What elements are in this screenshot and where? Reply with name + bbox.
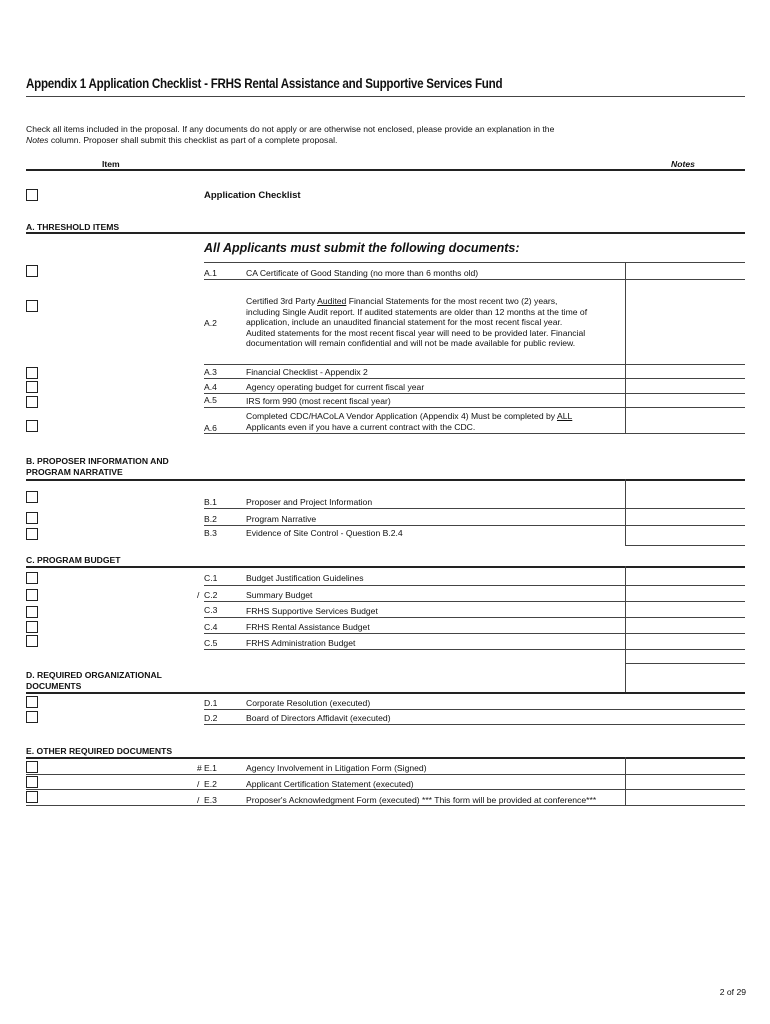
- instructions-line-2: [26, 135, 626, 146]
- item-code: B.3: [204, 528, 217, 538]
- notes-column-divider: [625, 479, 626, 545]
- instructions: [26, 124, 626, 146]
- instructions-line-2-text: column. Proposer shall submit this checklist as part of a complete proposal.: [48, 135, 338, 145]
- section-d-line-2: DOCUMENTS: [26, 681, 82, 691]
- description-line: documentation will remain confidential and will not be made available for public review.: [246, 338, 576, 349]
- item-description: Summary Budget: [246, 590, 313, 600]
- annotation-mark: /: [197, 795, 200, 805]
- annotation-mark: /: [197, 590, 200, 600]
- checkbox-a3[interactable]: [26, 367, 38, 379]
- rule: [204, 617, 745, 618]
- notes-column-divider: [625, 566, 626, 692]
- rule: [26, 805, 745, 806]
- item-code: E.3: [204, 795, 217, 805]
- description-text: Financial Statements for the most recent two (2) years,: [346, 296, 558, 306]
- checkbox-a5[interactable]: [26, 396, 38, 408]
- checkbox-b1[interactable]: [26, 491, 38, 503]
- section-d-line-1: D. REQUIRED ORGANIZATIONAL: [26, 670, 162, 680]
- item-description: [246, 411, 572, 432]
- rule: [204, 709, 745, 710]
- checkbox-a2[interactable]: [26, 300, 38, 312]
- item-code: D.2: [204, 713, 218, 723]
- checkbox-c2[interactable]: [26, 589, 38, 601]
- rule: [204, 633, 745, 634]
- checkbox-c4[interactable]: [26, 621, 38, 633]
- checkbox-c1[interactable]: [26, 572, 38, 584]
- checkbox-e3[interactable]: [26, 791, 38, 803]
- rule: [204, 364, 745, 365]
- item-code: A.5: [204, 395, 217, 405]
- checkbox-a1[interactable]: [26, 265, 38, 277]
- checkbox-d1[interactable]: [26, 696, 38, 708]
- item-code: A.6: [204, 423, 217, 433]
- section-b-line-1: B. PROPOSER INFORMATION AND: [26, 456, 169, 466]
- checkbox-e2[interactable]: [26, 776, 38, 788]
- item-description: Corporate Resolution (executed): [246, 698, 371, 708]
- item-description: Board of Directors Affidavit (executed): [246, 713, 391, 723]
- checkbox-e1[interactable]: [26, 761, 38, 773]
- annotation-mark: #: [197, 763, 202, 773]
- rule: [625, 545, 745, 546]
- item-description: Agency Involvement in Litigation Form (Signed): [246, 763, 427, 773]
- item-description: Agency operating budget for current fiscal year: [246, 382, 425, 392]
- checkbox-b2[interactable]: [26, 512, 38, 524]
- description-line: application, include an unaudited financial statement for the most recent fiscal year.: [246, 317, 563, 328]
- description-line: Applicants even if you have a current contract with the CDC.: [246, 421, 476, 432]
- item-code: E.2: [204, 779, 217, 789]
- item-code: E.1: [204, 763, 217, 773]
- annotation-mark: /: [197, 779, 200, 789]
- checkbox-d2[interactable]: [26, 711, 38, 723]
- section-b-line-2: PROGRAM NARRATIVE: [26, 467, 123, 477]
- section-d-heading: [26, 670, 162, 692]
- section-c-heading: C. PROGRAM BUDGET: [26, 555, 121, 565]
- item-code: D.1: [204, 698, 218, 708]
- description-line: [246, 296, 587, 307]
- section-a-rule: [26, 232, 745, 234]
- section-e-rule: [26, 757, 745, 759]
- item-code: A.3: [204, 367, 217, 377]
- section-b-heading: [26, 456, 169, 478]
- page-number: 2 of 29: [719, 987, 746, 997]
- notes-column-divider: [625, 262, 626, 433]
- item-code: C.4: [204, 622, 218, 632]
- item-description: Budget Justification Guidelines: [246, 573, 364, 583]
- checkbox-a6[interactable]: [26, 420, 38, 432]
- item-description: CA Certificate of Good Standing (no more than 6 months old): [246, 268, 479, 278]
- column-header-notes: Notes: [671, 159, 695, 169]
- checkbox-c3[interactable]: [26, 606, 38, 618]
- item-description: Proposer and Project Information: [246, 497, 373, 507]
- rule: [204, 378, 745, 379]
- document-title: Appendix 1 Application Checklist - FRHS Rental Assistance and Supportive Services Fund: [26, 76, 503, 91]
- rule: [204, 525, 745, 526]
- item-code: C.3: [204, 605, 218, 615]
- item-description: Financial Checklist - Appendix 2: [246, 367, 368, 377]
- item-description: Program Narrative: [246, 514, 317, 524]
- description-line: Audited statements for the most recent fiscal year will need to be provided later. Financial: [246, 327, 586, 338]
- section-d-rule: [26, 692, 745, 694]
- description-emphasis: Audited: [317, 296, 347, 306]
- rule: [204, 724, 745, 725]
- item-code: A.1: [204, 268, 217, 278]
- rule: [26, 789, 745, 790]
- item-code: C.2: [204, 590, 218, 600]
- instructions-line-1: Check all items included in the proposal. If any documents do not apply or are otherwise not enclosed, please provide an explanation in the: [26, 124, 555, 134]
- rule: [204, 508, 745, 509]
- rule: [204, 393, 745, 394]
- section-a-heading: A. THRESHOLD ITEMS: [26, 222, 120, 232]
- item-code: B.2: [204, 514, 217, 524]
- notes-column-divider: [625, 757, 626, 805]
- item-code: A.2: [204, 318, 217, 328]
- column-header-item: Item: [102, 159, 120, 169]
- item-description: Proposer's Acknowledgment Form (executed) *** This form will be provided at conference***: [246, 795, 597, 805]
- section-a-subheading: All Applicants must submit the following documents:: [204, 241, 520, 255]
- item-description: FRHS Supportive Services Budget: [246, 606, 378, 616]
- item-description: FRHS Administration Budget: [246, 638, 356, 648]
- description-emphasis: ALL: [556, 411, 573, 421]
- rule: [204, 407, 745, 408]
- header-rule: [26, 169, 745, 171]
- rule: [625, 663, 745, 664]
- checkbox-a4[interactable]: [26, 381, 38, 393]
- item-description: Evidence of Site Control - Question B.2.4: [246, 528, 403, 538]
- checkbox-application-checklist[interactable]: [26, 189, 38, 201]
- description-text: Certified 3rd Party: [246, 296, 318, 306]
- checkbox-c5[interactable]: [26, 635, 38, 647]
- rule: [204, 585, 745, 586]
- rule: [204, 262, 745, 263]
- item-code: C.5: [204, 638, 218, 648]
- description-line: [246, 411, 572, 422]
- item-description: Applicant Certification Statement (executed): [246, 779, 414, 789]
- item-code: A.4: [204, 382, 217, 392]
- application-checklist-label: Application Checklist: [204, 190, 301, 201]
- rule: [204, 649, 745, 650]
- item-description: FRHS Rental Assistance Budget: [246, 622, 370, 632]
- description-text: Completed CDC/HACoLA Vendor Application (Appendix 4) Must be completed by: [246, 411, 557, 421]
- section-e-heading: E. OTHER REQUIRED DOCUMENTS: [26, 746, 173, 756]
- description-line: including Single Audit report. If audited statements are older than 12 months at the time of: [246, 306, 588, 317]
- section-b-rule: [26, 479, 745, 481]
- item-code: B.1: [204, 497, 217, 507]
- section-c-rule: [26, 566, 745, 568]
- item-code: C.1: [204, 573, 218, 583]
- title-rule: [26, 96, 745, 97]
- notes-word: Notes: [26, 135, 49, 145]
- rule: [204, 601, 745, 602]
- item-description: IRS form 990 (most recent fiscal year): [246, 396, 391, 406]
- item-description: [246, 296, 587, 349]
- rule: [26, 774, 745, 775]
- checkbox-b3[interactable]: [26, 528, 38, 540]
- rule: [204, 433, 745, 434]
- rule: [204, 279, 745, 280]
